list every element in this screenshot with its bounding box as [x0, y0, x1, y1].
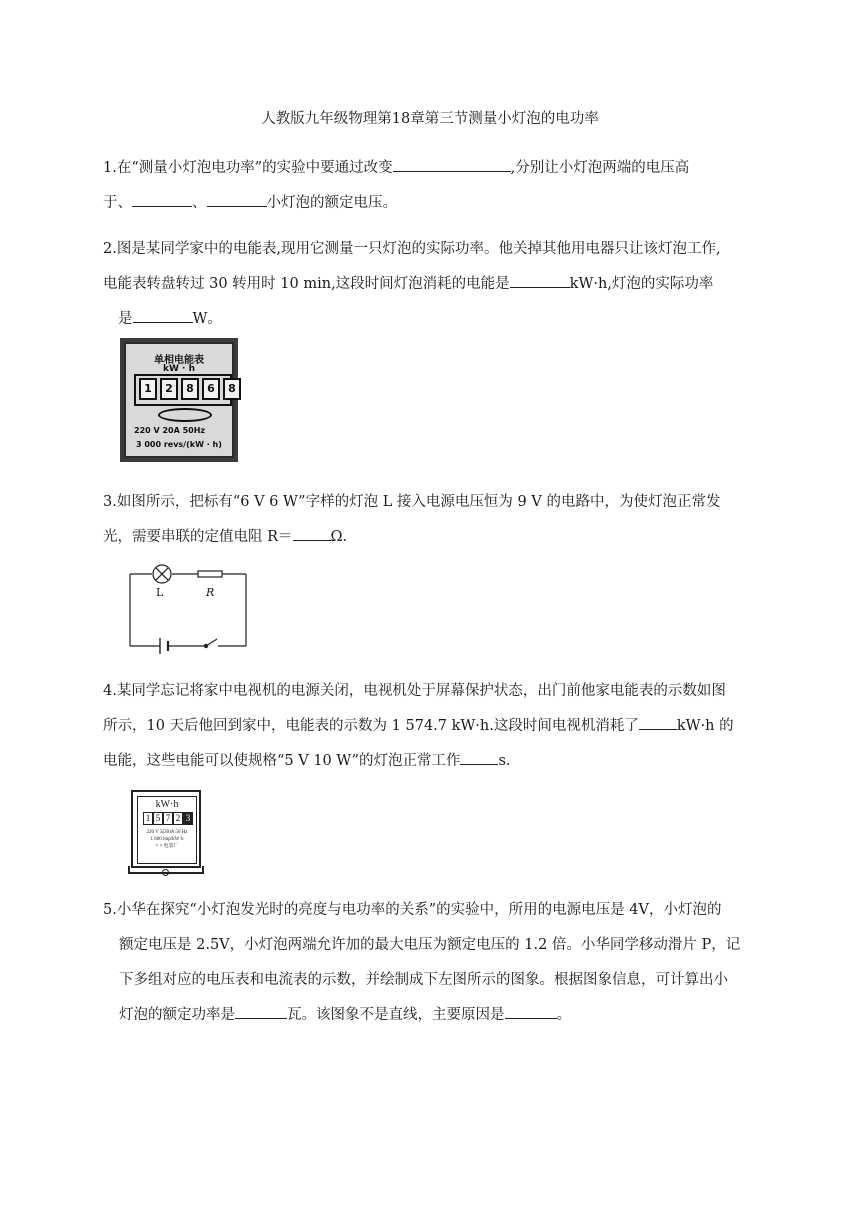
- meter-digit: 8: [181, 378, 199, 400]
- question-2: [103, 232, 783, 337]
- q2-line-1: 2.图是某同学家中的电能表,现用它测量一只灯泡的实际功率。他关掉其他用电器只让该灯泡工作,: [103, 241, 721, 257]
- q5-line-4: 灯泡的额定功率是 瓦。该图象不是直线，主要原因是 。: [103, 998, 783, 1033]
- meter-spec: 220 V 5(20)A 50 Hz 1 600 imp/kW·h × × 电表厂: [146, 830, 188, 849]
- answer-blank[interactable]: [293, 524, 331, 541]
- q4-line-1: 4.某同学忘记将家中电视机的电源关闭，电视机处于屏幕保护状态，出门前他家电能表的示数如图: [103, 683, 726, 699]
- meter-digit: 6: [202, 378, 220, 400]
- meter-digit: 2: [173, 812, 183, 825]
- resistor-label: R: [206, 586, 215, 599]
- meter-digit: 1: [143, 812, 153, 825]
- answer-blank[interactable]: [235, 1002, 287, 1019]
- answer-blank[interactable]: [505, 1002, 557, 1019]
- meter-digit: 5: [153, 812, 163, 825]
- meter-title: 单相电能表: [154, 355, 204, 366]
- q2-line-2: 电能表转盘转过 30 转用时 10 min,这段时间灯泡消耗的电能是 kW·h,灯泡的实际功率: [103, 267, 783, 302]
- q5-line-2: 额定电压是 2.5V，小灯泡两端允许加的最大电压为额定电压的 1.2 倍。小华同学移动滑片 P，记: [119, 937, 741, 953]
- meter-digits: [139, 378, 241, 400]
- answer-blank[interactable]: [132, 190, 192, 207]
- question-4: [103, 674, 783, 779]
- meter-unit: kW·h: [155, 799, 179, 810]
- circuit-diagram: [118, 562, 258, 658]
- meter-revs: 3 000 revs/(kW · h): [136, 440, 222, 449]
- q2-line-3: 是 W。: [103, 302, 783, 337]
- meter-digit: 1: [139, 378, 157, 400]
- meter-digit: 8: [223, 378, 241, 400]
- meter-unit: kW · h: [162, 364, 195, 374]
- answer-blank[interactable]: [393, 155, 511, 172]
- q1-line-1: 1.在“测量小灯泡电功率”的实验中要通过改变 ,分别让小灯泡两端的电压高: [103, 151, 753, 186]
- q1-line-2: 于、 、 小灯泡的额定电压。: [103, 186, 753, 221]
- q4-line-2: 所示，10 天后他回到家中，电能表的示数为 1 574.7 kW·h.这段时间电视机消耗了 kW·h 的: [103, 709, 783, 744]
- q4-line-3: 电能，这些电能可以使规格“5 V 10 W”的灯泡正常工作 s.: [103, 744, 783, 779]
- meter-digit: 7: [163, 812, 173, 825]
- meter-digit: 2: [160, 378, 178, 400]
- page-title: 人教版九年级物理第18章第三节测量小灯泡的电功率: [261, 111, 599, 127]
- resistor-icon: [198, 571, 222, 577]
- meter-digits: [143, 812, 193, 825]
- q5-line-3: 下多组对应的电压表和电流表的示数，并绘制成下左图所示的图象。根据图象信息，可计算出小: [119, 972, 728, 988]
- answer-blank[interactable]: [133, 306, 193, 323]
- electric-meter-figure-1: [120, 338, 238, 462]
- q3-line-2: 光，需要串联的定值电阻 R＝ Ω.: [103, 520, 783, 555]
- answer-blank[interactable]: [510, 271, 570, 288]
- answer-blank[interactable]: [207, 190, 267, 207]
- knob-icon: [162, 869, 169, 876]
- q5-line-1: 5.小华在探究“小灯泡发光时的亮度与电功率的关系”的实验中，所用的电源电压是 4V，小灯泡的: [103, 902, 722, 918]
- q3-line-1: 3.如图所示，把标有“6 V 6 W”字样的灯泡 L 接入电源电压恒为 9 V 的电路中，为使灯泡正常发: [103, 494, 721, 510]
- question-5: [103, 893, 783, 1033]
- lamp-label: L: [156, 586, 164, 599]
- circuit-svg: [118, 562, 258, 654]
- meter-digit: 3: [183, 812, 193, 825]
- electric-meter-figure-2: [131, 790, 201, 868]
- meter-disc-icon: [158, 408, 212, 422]
- answer-blank[interactable]: [639, 713, 677, 730]
- question-3: [103, 485, 783, 555]
- answer-blank[interactable]: [460, 748, 498, 765]
- meter-spec: 220 V 20A 50Hz: [134, 426, 206, 435]
- question-1: [103, 151, 753, 221]
